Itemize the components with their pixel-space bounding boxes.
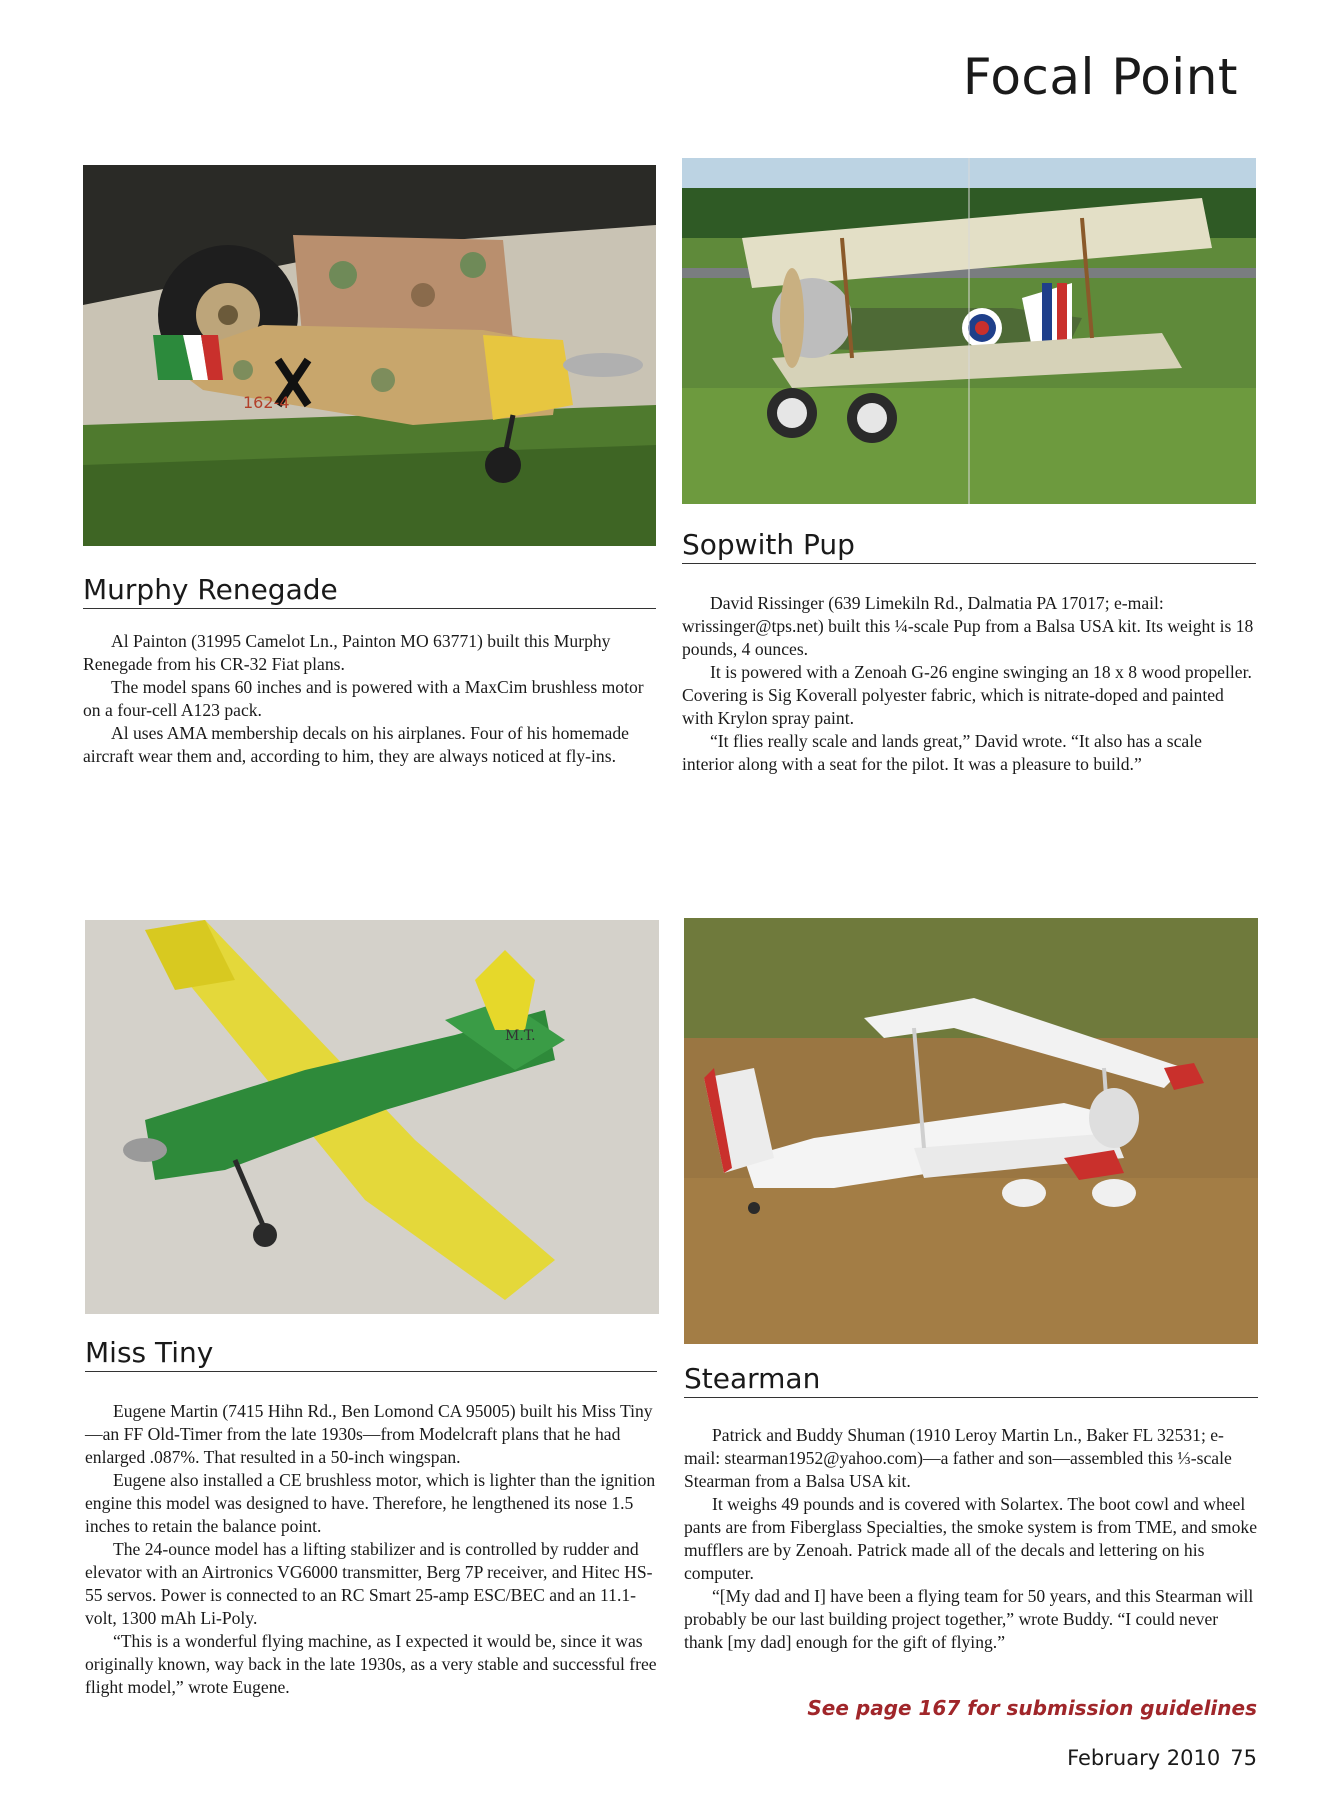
miss-tiny-body <box>85 1400 657 1699</box>
sopwith-pup-photo <box>682 158 1256 504</box>
paragraph: It is powered with a Zenoah G-26 engine swinging an 18 x 8 wood propeller. Covering is Sig Koverall polyester fabric, which is nitrate-doped and painted with Krylon spray paint. <box>682 662 1252 728</box>
paragraph: David Rissinger (639 Limekiln Rd., Dalmatia PA 17017; e-mail: wrissinger@tps.net) built this ¼-scale Pup from a Balsa USA kit. Its weight is 18 pounds, 4 ounces. <box>682 593 1254 659</box>
sopwith-pup-body <box>682 592 1256 776</box>
murphy-renegade-photo <box>83 165 656 546</box>
stearman-body <box>684 1424 1258 1654</box>
paragraph: “It flies really scale and lands great,” David wrote. “It also has a scale interior along with a seat for the pilot. It was a pleasure to build.” <box>682 731 1202 774</box>
paragraph: Al Painton (31995 Camelot Ln., Painton MO 63771) built this Murphy Renegade from his CR-32 Fiat plans. <box>83 631 611 674</box>
murphy-renegade-heading: Murphy Renegade <box>83 575 656 609</box>
page-title: Focal Point <box>962 48 1238 106</box>
stearman-photo <box>684 918 1258 1344</box>
paragraph: Eugene also installed a CE brushless motor, which is lighter than the ignition engine this model was designed to have. Therefore, he lengthened its nose 1.5 inches to retain the balance point. <box>85 1470 656 1536</box>
paragraph: The model spans 60 inches and is powered with a MaxCim brushless motor on a four-cell A123 pack. <box>83 677 644 720</box>
stearman-heading: Stearman <box>684 1364 1258 1398</box>
paragraph: It weighs 49 pounds and is covered with Solartex. The boot cowl and wheel pants are from Fiberglass Specialties, the smoke system is from TME, and smoke mufflers are by Zenoah. Patrick made all of the decals and lettering on his computer. <box>684 1494 1258 1583</box>
submission-guidelines-note: See page 167 for submission guidelines <box>807 1696 1257 1720</box>
paragraph: The 24-ounce model has a lifting stabilizer and is controlled by rudder and elevator with an Airtronics VG6000 transmitter, Berg 7P receiver, and Hitec HS-55 servos. Power is connected to an RC Smart 25-amp ESC/BEC and an 11.1-volt, 1300 mAh Li-Poly. <box>85 1539 653 1628</box>
paragraph: “This is a wonderful flying machine, as I expected it would be, since it was originally known, way back in the late 1930s, as a very stable and successful free flight model,” wrote Eugene. <box>85 1631 657 1697</box>
miss-tiny-marking: M.T. <box>505 1028 536 1044</box>
issue-date: February 2010 <box>1067 1746 1221 1770</box>
miss-tiny-heading: Miss Tiny <box>85 1338 657 1372</box>
page-number: 75 <box>1230 1746 1257 1770</box>
miss-tiny-photo <box>85 920 659 1314</box>
paragraph: “[My dad and I] have been a flying team for 50 years, and this Stearman will probably be our last building project together,” wrote Buddy. “I could never thank [my dad] enough for the gift of flying.” <box>684 1586 1254 1652</box>
renegade-marking: 162-4 <box>243 393 290 412</box>
paragraph: Al uses AMA membership decals on his airplanes. Four of his homemade aircraft wear them and, according to him, they are always noticed at fly-ins. <box>83 723 629 766</box>
paragraph: Patrick and Buddy Shuman (1910 Leroy Martin Ln., Baker FL 32531; e-mail: stearman1952@yahoo.com)—a father and son—assembled this ⅓-scale Stearman from a Balsa USA kit. <box>684 1425 1232 1491</box>
paragraph: Eugene Martin (7415 Hihn Rd., Ben Lomond CA 95005) built his Miss Tiny—an FF Old-Timer from the late 1930s—from Modelcraft plans that he had enlarged .087%. That resulted in a 50-inch wingspan. <box>85 1401 653 1467</box>
sopwith-pup-heading: Sopwith Pup <box>682 530 1256 564</box>
page-footer <box>1067 1746 1257 1770</box>
murphy-renegade-body <box>83 630 656 768</box>
